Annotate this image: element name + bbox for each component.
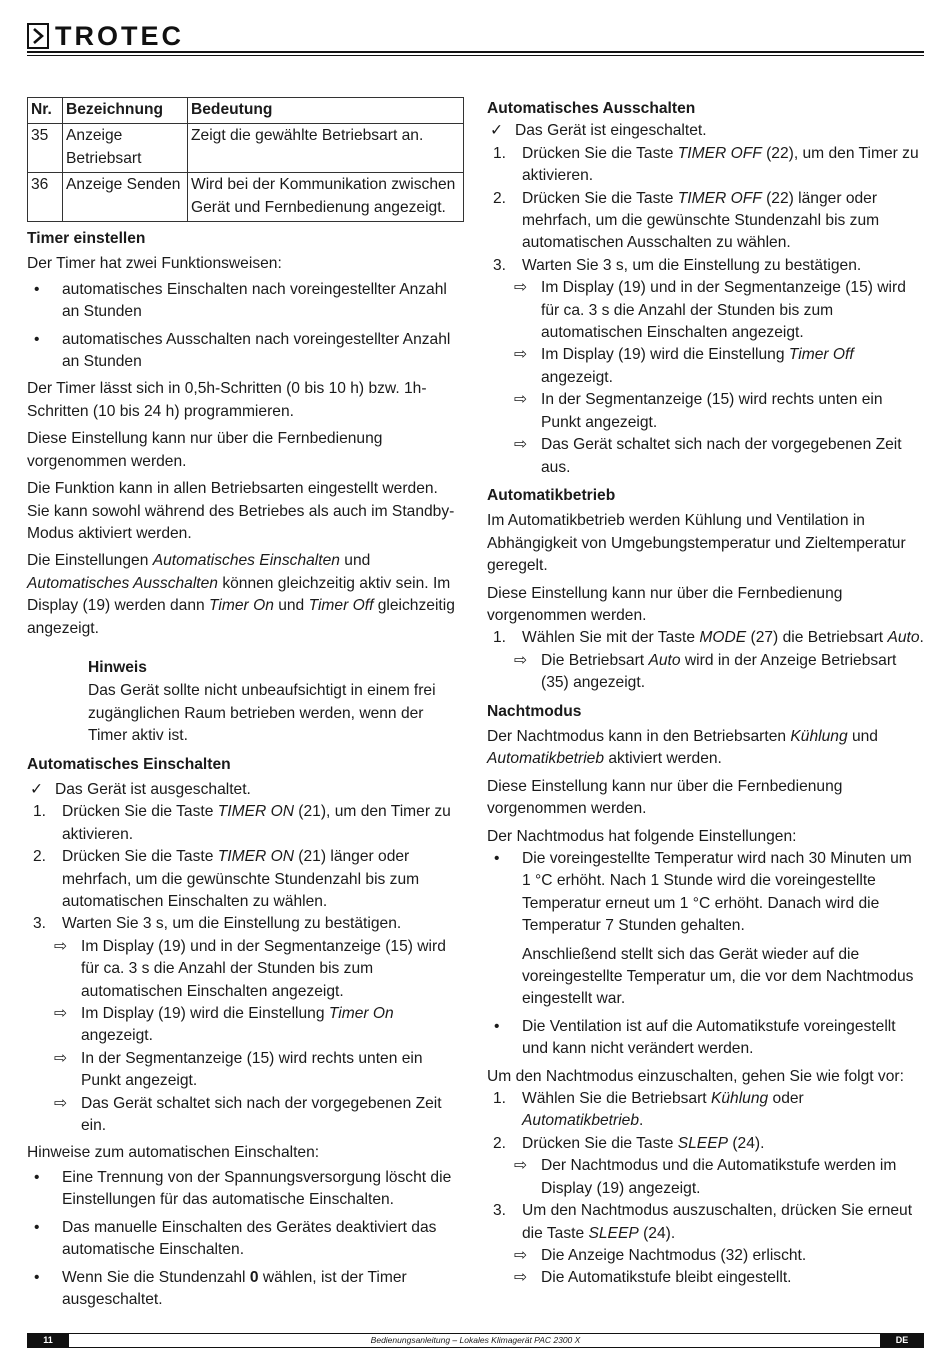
arrow-right-icon: ⇨ <box>514 346 528 364</box>
paragraph: Diese Einstellung kann nur über die Fernbedienung vorgenommen werden. <box>487 584 843 624</box>
paragraph: Der Timer hat zwei Funktionsweisen: <box>27 255 282 273</box>
arrow-right-icon: ⇨ <box>514 391 528 409</box>
steps-list <box>487 1088 924 1155</box>
bullet-icon: • <box>34 280 40 298</box>
step: 3. Warten Sie 3 s, um die Einstellung zu bestätigen. <box>33 915 402 933</box>
precondition: ✓ Das Gerät ist eingeschaltet. <box>487 120 924 142</box>
check-icon: ✓ <box>30 780 44 798</box>
table-header-bedeutung: Bedeutung <box>188 98 464 124</box>
hints-list <box>27 1167 464 1311</box>
step: 1. Wählen Sie die Betriebsart Kühlung oder Automatikbetrieb. <box>493 1090 804 1130</box>
list-item: • Die Ventilation ist auf die Automatikstufe voreingestellt und kann nicht verändert werden. <box>494 1017 896 1058</box>
note-box <box>88 657 464 748</box>
list-item: • automatisches Einschalten nach voreingestellter Anzahl an Stunden <box>34 280 447 321</box>
paragraph: Der Timer lässt sich in 0,5h-Schritten (0 bis 10 h) bzw. 1h-Schritten (10 bis 24 h) programmieren. <box>27 380 427 420</box>
table-cell: Wird bei der Kommunikation zwischen Gerät und Fernbedienung angezeigt. <box>188 173 464 222</box>
paragraph: Hinweise zum automatischen Einschalten: <box>27 1144 320 1162</box>
arrow-right-icon: ⇨ <box>514 436 528 454</box>
paragraph: Die Einstellungen Automatisches Einschalten und Automatisches Ausschalten können gleichzeitig aktiv sein. Im Display (19) werden dann Timer On und Timer Off gleichzeitig angezeigt. <box>27 552 455 637</box>
result: ⇨ Die Betriebsart Auto wird in der Anzeige Betriebsart (35) angezeigt. <box>514 651 897 692</box>
step: 1. Drücken Sie die Taste TIMER ON (21), um den Timer zu aktivieren. <box>33 803 451 843</box>
brand-logo <box>27 22 184 50</box>
result: ⇨ Das Gerät schaltet sich nach der vorgegebenen Zeit aus. <box>514 436 902 476</box>
list-item: • Das manuelle Einschalten des Gerätes deaktiviert das automatische Einschalten. <box>34 1218 437 1259</box>
arrow-right-icon: ⇨ <box>514 1269 528 1287</box>
bullet-icon: • <box>34 1268 40 1286</box>
section-heading-auto-off: Automatisches Ausschalten <box>487 100 696 117</box>
table-row <box>28 124 464 173</box>
list-item-continuation: Anschließend stellt sich das Gerät wieder auf die voreingestellte Temperatur um, die vor dem Nachtmodus eingestellt war. <box>522 945 914 1008</box>
reference-table <box>27 97 464 222</box>
precondition: ✓ Das Gerät ist ausgeschaltet. <box>27 779 464 801</box>
bullet-icon: • <box>34 330 40 348</box>
table-header-bezeichnung: Bezeichnung <box>63 98 188 124</box>
table-cell: Anzeige Betriebsart <box>63 124 188 173</box>
arrow-right-icon: ⇨ <box>514 651 528 669</box>
bullet-icon: • <box>34 1218 40 1236</box>
steps-list <box>487 1200 924 1245</box>
step: 2. Drücken Sie die Taste TIMER ON (21) länger oder mehrfach, um die gewünschte Stundenzahl bis zum automatischen Einschalten zu wählen. <box>33 848 420 910</box>
result: ⇨ Der Nachtmodus und die Automatikstufe werden im Display (19) angezeigt. <box>514 1157 897 1197</box>
list-item: • automatisches Ausschalten nach voreingestellter Anzahl an Stunden <box>34 330 451 371</box>
result: ⇨ Das Gerät schaltet sich nach der vorgegebenen Zeit ein. <box>54 1094 442 1135</box>
list-item: • Wenn Sie die Stundenzahl 0 wählen, ist der Timer ausgeschaltet. <box>34 1268 407 1308</box>
result: ⇨ Die Automatikstufe bleibt eingestellt. <box>487 1267 924 1289</box>
paragraph: Diese Einstellung kann nur über die Fernbedienung vorgenommen werden. <box>487 777 843 818</box>
step: 1. Drücken Sie die Taste TIMER OFF (22), um den Timer zu aktivieren. <box>493 144 919 185</box>
result: ⇨ Im Display (19) und in der Segmentanzeige (15) wird für ca. 3 s die Anzahl der Stunden bis zum automatischen Einschalten angezeigt. <box>54 937 446 1000</box>
result: ⇨ In der Segmentanzeige (15) wird rechts unten ein Punkt angezeigt. <box>54 1049 423 1090</box>
table-header-row <box>28 98 464 124</box>
header-rule <box>27 51 924 53</box>
table-cell: 35 <box>28 124 63 173</box>
bullet-icon: • <box>34 1168 40 1186</box>
section-heading-automatik: Automatikbetrieb <box>487 486 616 504</box>
steps-list <box>487 627 924 649</box>
left-column <box>27 96 464 1316</box>
section-heading-nachtmodus: Nachtmodus <box>487 702 582 720</box>
note-text: Das Gerät sollte nicht unbeaufsichtigt in einem frei zugänglichen Raum betrieben werden, wenn der Timer aktiv ist. <box>88 682 436 745</box>
brand-name: TROTEC <box>55 21 184 51</box>
steps-list <box>27 801 464 935</box>
arrow-right-icon: ⇨ <box>54 1005 68 1023</box>
step: 1. Wählen Sie mit der Taste MODE (27) die Betriebsart Auto. <box>493 629 924 647</box>
arrow-right-icon: ⇨ <box>54 937 68 955</box>
arrow-right-icon: ⇨ <box>514 1246 528 1264</box>
paragraph: Diese Einstellung kann nur über die Fernbedienung vorgenommen werden. <box>27 430 383 470</box>
chevron-right-icon <box>27 23 49 49</box>
arrow-right-icon: ⇨ <box>514 1157 528 1175</box>
paragraph: Der Nachtmodus hat folgende Einstellungen: <box>487 827 797 845</box>
footer-title: Bedienungsanleitung – Lokales Klimagerät PAC 2300 X <box>370 1335 581 1345</box>
page-header <box>27 18 924 58</box>
table-header-nr: Nr. <box>28 98 63 124</box>
section-heading-auto-on: Automatisches Einschalten <box>27 755 231 773</box>
nacht-settings-list <box>487 848 924 1061</box>
paragraph: Der Nachtmodus kann in den Betriebsarten Kühlung und Automatikbetrieb aktiviert werden. <box>487 727 878 768</box>
table-cell: Zeigt die gewählte Betriebsart an. <box>188 124 464 173</box>
paragraph: Um den Nachtmodus einzuschalten, gehen Sie wie folgt vor: <box>487 1067 904 1085</box>
paragraph: Die Funktion kann in allen Betriebsarten eingestellt werden. Sie kann sowohl während des Betriebes als auch im Standby-Modus aktiviert werden. <box>27 480 455 542</box>
language-badge: DE <box>880 1334 924 1347</box>
result: ⇨ Im Display (19) wird die Einstellung Timer Off angezeigt. <box>514 346 854 386</box>
timer-modes-list <box>27 279 464 374</box>
result: ⇨ Im Display (19) wird die Einstellung Timer On angezeigt. <box>54 1005 394 1045</box>
page-footer <box>27 1333 924 1348</box>
page-number: 11 <box>27 1334 69 1347</box>
arrow-right-icon: ⇨ <box>514 279 528 297</box>
step: 3. Um den Nachtmodus auszuschalten, drücken Sie erneut die Taste SLEEP (24). <box>493 1202 913 1242</box>
note-heading: Hinweis <box>88 658 147 676</box>
check-icon: ✓ <box>490 122 504 140</box>
step: 3. Warten Sie 3 s, um die Einstellung zu bestätigen. <box>493 256 862 274</box>
list-item: • Eine Trennung von der Spannungsversorgung löscht die Einstellungen für das automatische Einschalten. <box>34 1168 452 1209</box>
section-heading-timer: Timer einstellen <box>27 230 146 248</box>
arrow-right-icon: ⇨ <box>54 1049 68 1067</box>
paragraph: Im Automatikbetrieb werden Kühlung und Ventilation in Abhängigkeit von Umgebungstemperatur und Zieltemperatur geregelt. <box>487 512 906 575</box>
arrow-right-icon: ⇨ <box>54 1094 68 1112</box>
bullet-icon: • <box>494 850 500 867</box>
header-rule-thin <box>27 55 924 56</box>
table-cell: 36 <box>28 173 63 222</box>
step: 2. Drücken Sie die Taste TIMER OFF (22) länger oder mehrfach, um die gewünschte Stundenzahl bis zum automatischen Ausschalten zu wählen. <box>493 189 880 252</box>
result: ⇨ Im Display (19) und in der Segmentanzeige (15) wird für ca. 3 s die Anzahl der Stunden bis zum automatischen Einschalten angezeigt. <box>514 279 906 342</box>
result: ⇨ Die Anzeige Nachtmodus (32) erlischt. <box>487 1245 924 1267</box>
right-column <box>487 98 924 1290</box>
list-item: • Die voreingestellte Temperatur wird nach 30 Minuten um 1 °C erhöht. Nach 1 Stunde wird die voreingestellte Temperatur erneut um 1 °C erhöht. Danach wird die Temperatur 7 Stunden gehalten. Anschließend stellt sich das Gerät wieder auf die voreingestellte Temperatur um, die vor dem Nachtmodus eingestellt war. <box>487 848 924 1011</box>
result: ⇨ In der Segmentanzeige (15) wird rechts unten ein Punkt angezeigt. <box>514 391 883 431</box>
table-row <box>28 173 464 222</box>
steps-list <box>487 143 924 277</box>
table-cell: Anzeige Senden <box>63 173 188 222</box>
bullet-icon: • <box>494 1017 500 1035</box>
step: 2. Drücken Sie die Taste SLEEP (24). <box>493 1134 765 1152</box>
